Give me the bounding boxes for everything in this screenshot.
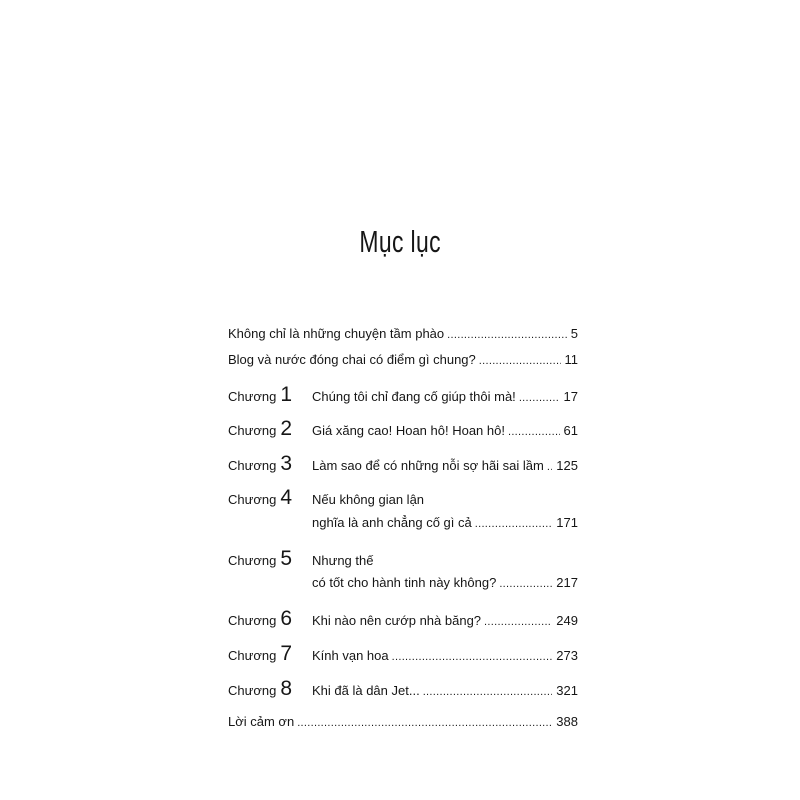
dot-leader <box>475 513 553 535</box>
dot-leader <box>484 611 552 633</box>
chapter-label: Chương <box>228 613 277 628</box>
dot-leader <box>447 324 567 346</box>
toc-entry-chapter-4-line-1 <box>228 487 578 509</box>
page-number: 61 <box>563 423 578 438</box>
toc-entry-chapter-1 <box>228 384 578 406</box>
page-number: 249 <box>556 613 578 628</box>
chapter-label: Chương <box>228 389 277 404</box>
chapter-label: Chương <box>228 423 277 438</box>
page-title-text: Mục lục <box>359 224 441 259</box>
entry-title: Không chỉ là những chuyện tầm phào <box>228 326 445 341</box>
toc-entry-chapter-6 <box>228 608 578 630</box>
dot-leader <box>547 456 552 478</box>
chapter-number: 1 <box>280 383 292 406</box>
page-number: 217 <box>556 575 578 590</box>
chapter-heading <box>228 487 312 511</box>
toc-entry-chapter-5-line-1 <box>228 548 578 570</box>
entry-title-line-1: Nhưng thế <box>312 553 374 568</box>
page-number: 5 <box>570 326 578 341</box>
toc-entry-chapter-2 <box>228 418 578 440</box>
entry-title: Khi nào nên cướp nhà băng? <box>312 613 482 628</box>
chapter-heading <box>228 608 312 632</box>
dot-leader <box>479 350 561 372</box>
chapter-heading <box>228 643 312 667</box>
chapter-label: Chương <box>228 683 277 698</box>
toc-entry <box>228 323 578 345</box>
entry-title: Giá xăng cao! Hoan hô! Hoan hô! <box>312 423 505 438</box>
dot-leader <box>392 646 553 668</box>
dot-leader <box>499 573 552 595</box>
page-number: 273 <box>556 648 578 663</box>
toc-entry-chapter-3 <box>228 453 578 475</box>
dot-leader <box>297 712 552 734</box>
page-number: 125 <box>556 458 578 473</box>
dot-leader <box>423 681 553 703</box>
dot-leader <box>519 387 560 409</box>
chapter-label: Chương <box>228 553 277 568</box>
chapter-heading <box>228 418 312 442</box>
page-number: 388 <box>556 714 578 729</box>
chapter-number: 2 <box>280 417 292 440</box>
chapter-label: Chương <box>228 458 277 473</box>
toc-entry <box>228 711 578 733</box>
entry-title-line-1: Nếu không gian lận <box>312 492 425 507</box>
chapter-number: 4 <box>280 486 292 509</box>
chapter-heading <box>228 548 312 572</box>
entry-title: Khi đã là dân Jet... <box>312 683 420 698</box>
toc-entry-chapter-8 <box>228 678 578 700</box>
page-number: 171 <box>556 515 578 530</box>
entry-title: Lời cảm ơn <box>228 714 295 729</box>
toc-entry <box>228 349 578 371</box>
toc-entry-chapter-4-line-2 <box>228 512 578 534</box>
chapter-heading <box>228 453 312 477</box>
entry-title-line-2: có tốt cho hành tinh này không? <box>312 575 497 590</box>
chapter-number: 5 <box>280 547 292 570</box>
chapter-label: Chương <box>228 492 277 507</box>
table-of-contents <box>228 0 578 800</box>
entry-title: Blog và nước đóng chai có điểm gì chung? <box>228 352 476 367</box>
dot-leader <box>508 421 560 443</box>
page-number: 321 <box>556 683 578 698</box>
chapter-number: 6 <box>280 607 292 630</box>
chapter-number: 3 <box>280 452 292 475</box>
toc-entry-chapter-5-line-2 <box>228 572 578 594</box>
entry-title: Làm sao để có những nỗi sợ hãi sai lầm <box>312 458 544 473</box>
entry-title: Chúng tôi chỉ đang cố giúp thôi mà! <box>312 389 516 404</box>
chapter-heading <box>228 384 312 408</box>
toc-entry-chapter-7 <box>228 643 578 665</box>
entry-title: Kính vạn hoa <box>312 648 389 663</box>
chapter-heading <box>228 678 312 702</box>
chapter-label: Chương <box>228 648 277 663</box>
chapter-number: 7 <box>280 642 292 665</box>
chapter-number: 8 <box>280 677 292 700</box>
entry-title-line-2: nghĩa là anh chẳng cố gì cả <box>312 515 472 530</box>
page-number: 11 <box>564 352 578 367</box>
page-number: 17 <box>563 389 578 404</box>
